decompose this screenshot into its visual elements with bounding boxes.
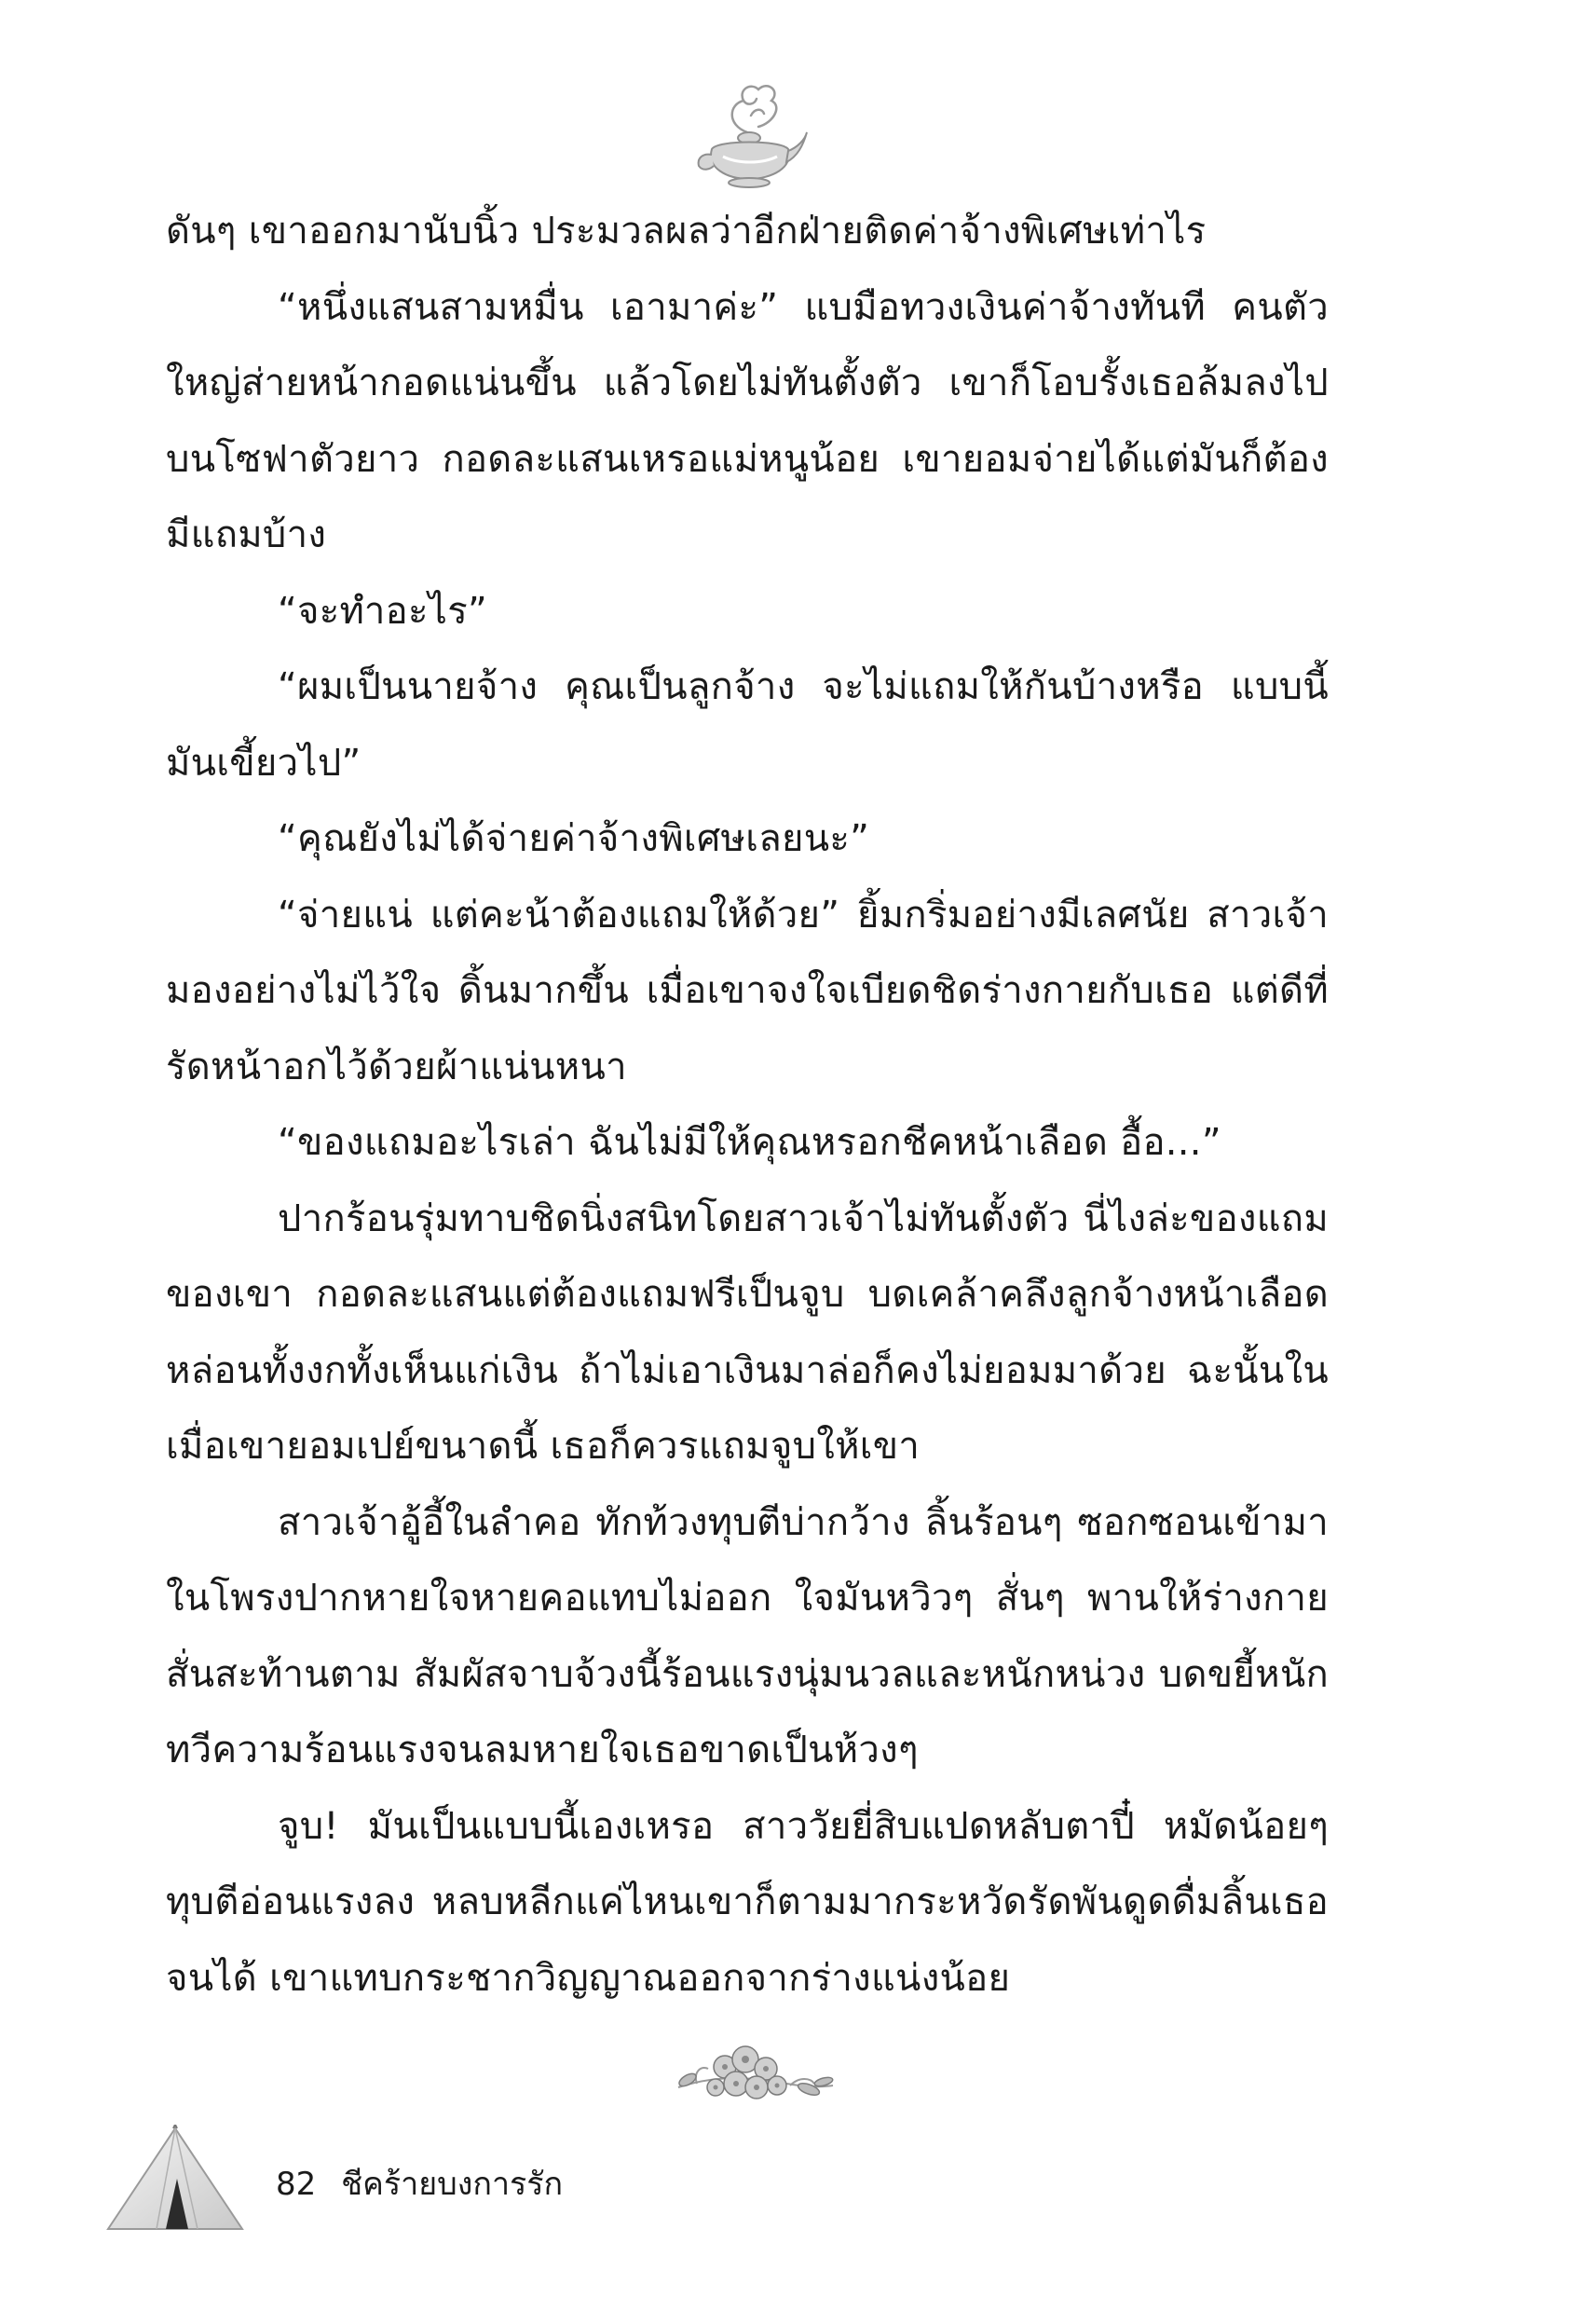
paragraph: “ผมเป็นนายจ้าง คุณเป็นลูกจ้าง จะไม่แถมให้กันบ้างหรือ แบบนี้มันเขี้ยวไป” xyxy=(166,665,1329,785)
genie-lamp-icon xyxy=(689,78,811,190)
paragraph: “หนึ่งแสนสามหมื่น เอามาค่ะ” แบมือทวงเงินค่าจ้างทันที คนตัวใหญ่ส่ายหน้ากอดแน่นขึ้น แล้วโดยไม่ทันตั้งตัว เขาก็โอบรั้งเธอล้มลงไปบนโซฟาตัวยาว กอดละแสนเหรอแม่หนูน้อย เขายอมจ่ายได้แต่มันก็ต้องมีแถมบ้าง xyxy=(166,285,1329,556)
page-number: 82 xyxy=(276,2166,317,2203)
paragraph: “จ่ายแน่ แต่คะน้าต้องแถมให้ด้วย” ยิ้มกริ่มอย่างมีเลศนัย สาวเจ้ามองอย่างไม่ไว้ใจ ดิ้นมากขึ้น เมื่อเขาจงใจเบียดชิดร่างกายกับเธอ แต่ดีที่รัดหน้าอกไว้ด้วยผ้าแน่นหนา xyxy=(166,893,1329,1088)
paragraph: จูบ! มันเป็นแบบนี้เองเหรอ สาววัยยี่สิบแปดหลับตาปี๋ หมัดน้อยๆทุบตีอ่อนแรงลง หลบหลีกแค่ไหนเขาก็ตามมากระหวัดรัดพันดูดดื่มลิ้นเธอจนได้ เขาแทบกระชากวิญญาณออกจากร่างแน่งน้อย xyxy=(166,1804,1329,2000)
paragraph: สาวเจ้าอู้อี้ในลำคอ ทักท้วงทุบตีบ่ากว้าง ลิ้นร้อนๆ ซอกซอนเข้ามาในโพรงปากหายใจหายคอแทบไม่ออก ใจมันหวิวๆ สั่นๆ พานให้ร่างกายสั่นสะท้านตาม สัมผัสจาบจ้วงนี้ร้อนแรงนุ่มนวลและหนักหน่วง บดขยี้หนักทวีความร้อนแรงจนลมหายใจเธอขาดเป็นห้วงๆ xyxy=(166,1500,1329,1771)
paragraph: ปากร้อนรุ่มทาบชิดนิ่งสนิทโดยสาวเจ้าไม่ทันตั้งตัว นี่ไงล่ะของแถมของเขา กอดละแสนแต่ต้องแถมฟรีเป็นจูบ บดเคล้าคลึงลูกจ้างหน้าเลือด หล่อนทั้งงกทั้งเห็นแก่เงิน ถ้าไม่เอาเงินมาล่อก็คงไม่ยอมมาด้วย ฉะนั้นในเมื่อเขายอมเปย์ขนาดนี้ เธอก็ควรแถมจูบให้เขา xyxy=(166,1197,1329,1468)
flower-bouquet-icon xyxy=(660,2031,837,2115)
page-footer xyxy=(276,2162,563,2207)
paragraph: “คุณยังไม่ได้จ่ายค่าจ้างพิเศษเลยนะ” xyxy=(278,817,870,860)
book-title: ชีคร้ายบงการรัก xyxy=(341,2166,564,2203)
paragraph: “ของแถมอะไรเล่า ฉันไม่มีให้คุณหรอกชีคหน้าเลือด อื้อ...” xyxy=(278,1121,1221,1164)
paragraph: “จะทำอะไร” xyxy=(278,589,488,633)
paragraph: ดันๆ เขาออกมานับนิ้ว ประมวลผลว่าอีกฝ่ายติดค่าจ้างพิเศษเท่าไร xyxy=(166,210,1207,253)
chapter-text xyxy=(166,194,1329,2017)
tent-icon xyxy=(101,2125,250,2236)
